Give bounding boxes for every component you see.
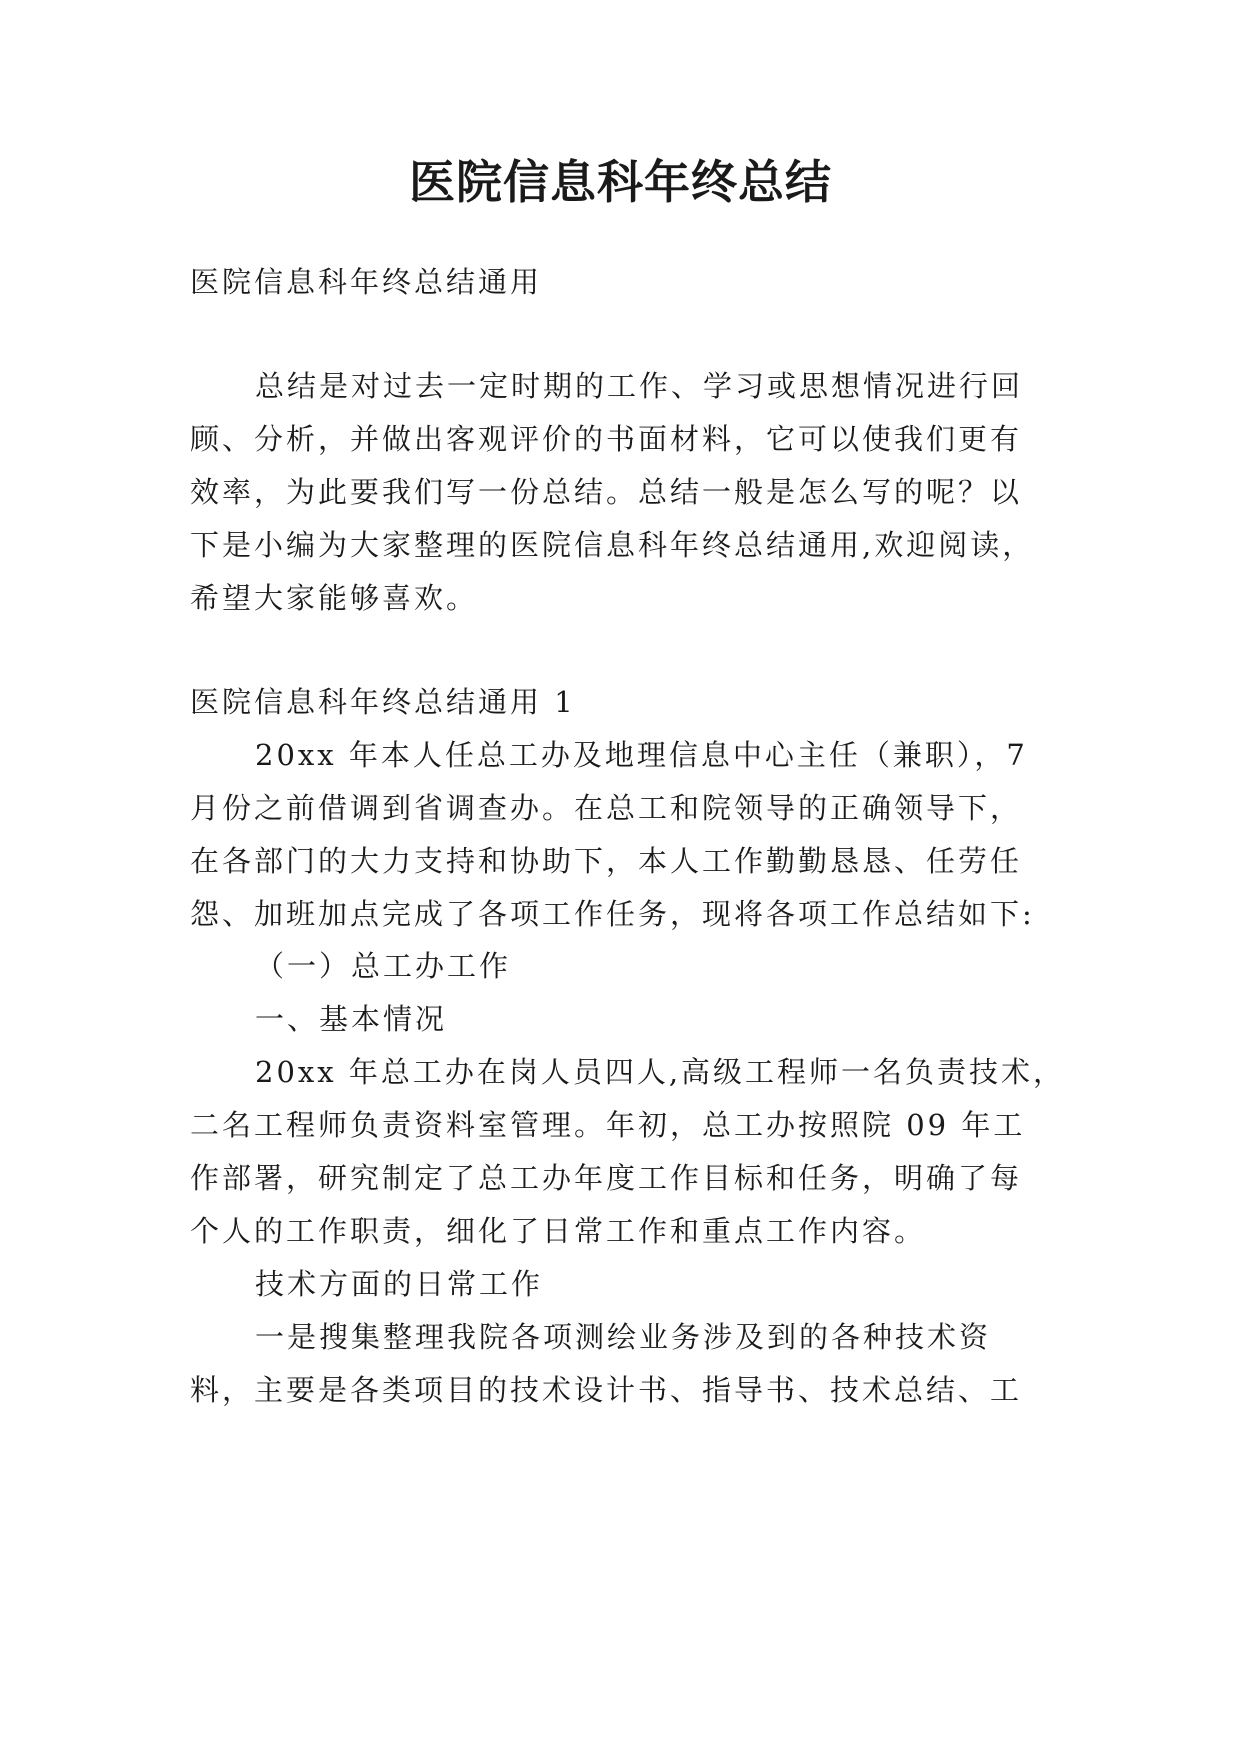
paragraph-line: 在各部门的大力支持和协助下，本人工作勤勤恳恳、任劳任 [190,844,1023,878]
paragraph-line: 月份之前借调到省调查办。在总工和院领导的正确领导下， [190,791,1023,825]
intro-line: 顾、分析，并做出客观评价的书面材料，它可以使我们更有 [190,422,1023,456]
intro-line: 总结是对过去一定时期的工作、学习或思想情况进行回 [255,369,1024,403]
paragraph-line: 20xx 年总工办在岗人员四人,高级工程师一名负责技术， [255,1055,1066,1089]
section-heading: 医院信息科年终总结通用 1 [190,685,576,719]
sub-heading: 技术方面的日常工作 [255,1267,544,1301]
paragraph-line: 一是搜集整理我院各项测绘业务涉及到的各种技术资 [255,1320,992,1354]
paragraph-line: 作部署，研究制定了总工办年度工作目标和任务，明确了每 [190,1161,1023,1195]
paragraph-line: 二名工程师负责资料室管理。年初，总工办按照院 09 年工 [190,1108,1026,1142]
sub-heading: 一、基本情况 [255,1002,448,1036]
document-title: 医院信息科年终总结 [409,155,832,209]
intro-line: 下是小编为大家整理的医院信息科年终总结通用,欢迎阅读， [190,528,1035,562]
document-subtitle: 医院信息科年终总结通用 [190,265,543,299]
intro-line: 希望大家能够喜欢。 [190,581,479,615]
intro-line: 效率，为此要我们写一份总结。总结一般是怎么写的呢？以 [190,475,1023,509]
paragraph-line: 怨、加班加点完成了各项工作任务，现将各项工作总结如下: [190,897,1035,931]
paragraph-line: 料，主要是各类项目的技术设计书、指导书、技术总结、工 [190,1373,1023,1407]
sub-heading: （一）总工办工作 [255,949,512,983]
paragraph-line: 个人的工作职责，细化了日常工作和重点工作内容。 [190,1214,927,1248]
paragraph-line: 20xx 年本人任总工办及地理信息中心主任（兼职），7 [255,738,1028,772]
